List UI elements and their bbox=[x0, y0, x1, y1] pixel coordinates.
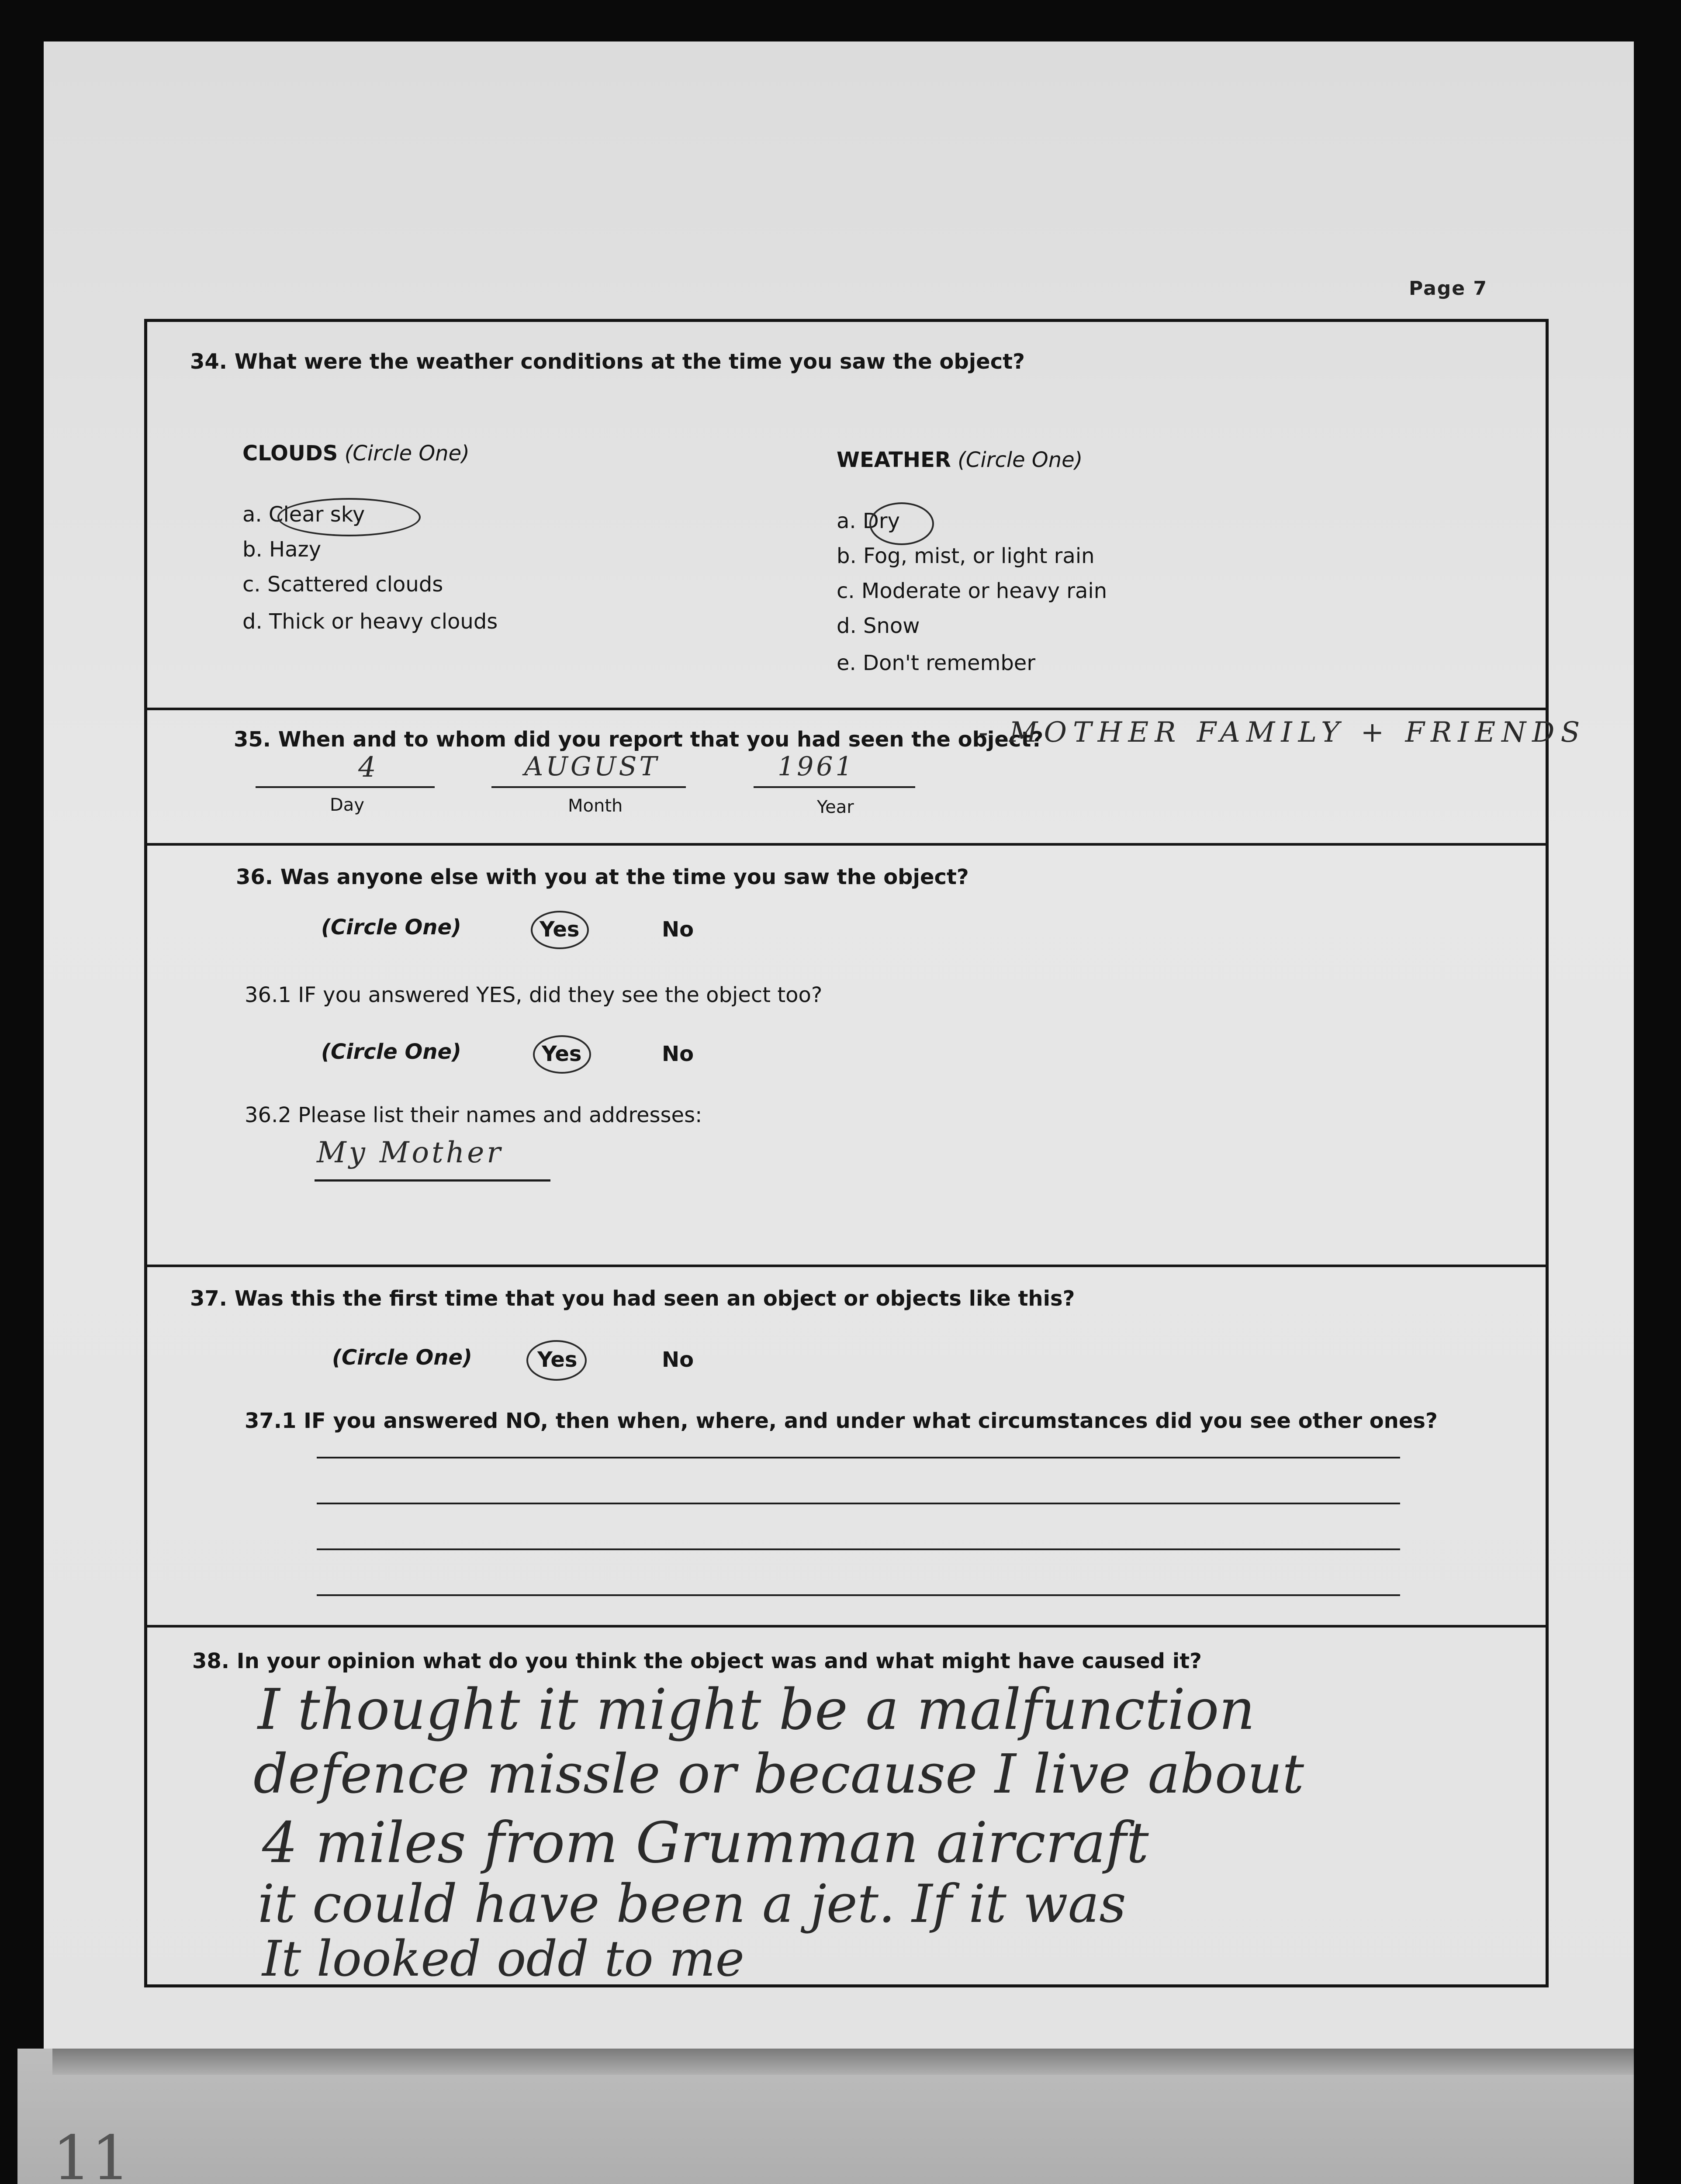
weather-option-d[interactable]: d. Snow bbox=[837, 614, 920, 638]
q34-question: 34. What were the weather conditions at the time you saw the object? bbox=[190, 349, 1025, 374]
clouds-option-a[interactable]: a. Clear sky bbox=[242, 502, 365, 527]
weather-heading bbox=[837, 448, 1083, 472]
q35-whom-answer: - MOTHER FAMILY + FRIENDS bbox=[979, 716, 1586, 749]
weather-option-c[interactable]: c. Moderate or heavy rain bbox=[837, 579, 1107, 603]
q37-1-answer-line-1[interactable] bbox=[317, 1457, 1400, 1458]
month-label: Month bbox=[568, 796, 623, 816]
q37-1-answer-line-4[interactable] bbox=[317, 1594, 1400, 1596]
clouds-hint: (Circle One) bbox=[344, 441, 470, 466]
q37-yes-circle-mark bbox=[526, 1340, 587, 1381]
names-answer-underline bbox=[315, 1179, 550, 1182]
month-value: AUGUST bbox=[524, 751, 660, 782]
divider-35 bbox=[144, 708, 1549, 710]
q38-answer-line-1: I thought it might be a malfunction bbox=[258, 1677, 1255, 1742]
clouds-option-b[interactable]: b. Hazy bbox=[242, 537, 322, 562]
q36-yes-circle-mark bbox=[531, 911, 589, 949]
clouds-option-d[interactable]: d. Thick or heavy clouds bbox=[242, 609, 498, 634]
q36-1-yes-circle-mark bbox=[533, 1035, 591, 1074]
q36-1-yes-option[interactable]: Yes bbox=[542, 1042, 582, 1066]
q36-circle-hint: (Circle One) bbox=[321, 915, 461, 940]
month-line bbox=[491, 786, 686, 788]
dry-circle-mark bbox=[869, 502, 934, 545]
day-value: 4 bbox=[358, 751, 376, 784]
q38-answer-line-4: it could have been a jet. If it was bbox=[258, 1874, 1126, 1935]
q38-answer-line-3: 4 miles from Grumman aircraft bbox=[262, 1811, 1149, 1876]
clouds-title: CLOUDS bbox=[242, 441, 338, 466]
q36-1-no-option[interactable]: No bbox=[662, 1042, 694, 1066]
divider-36 bbox=[144, 843, 1549, 846]
q37-1-answer-line-2[interactable] bbox=[317, 1503, 1400, 1504]
day-line bbox=[256, 786, 435, 788]
clear-sky-circle-mark bbox=[277, 498, 421, 536]
q37-yes-option[interactable]: Yes bbox=[537, 1348, 578, 1372]
year-line bbox=[754, 786, 915, 788]
q37-1-answer-line-3[interactable] bbox=[317, 1548, 1400, 1550]
q37-question: 37. Was this the first time that you had seen an object or objects like this? bbox=[190, 1286, 1075, 1311]
year-label: Year bbox=[817, 797, 854, 817]
day-label: Day bbox=[330, 795, 364, 815]
q38-answer-line-2: defence missle or because I live about bbox=[253, 1743, 1304, 1806]
clouds-option-c[interactable]: c. Scattered clouds bbox=[242, 572, 443, 597]
weather-option-a[interactable]: a. Dry bbox=[837, 509, 900, 533]
q36-2-question: 36.2 Please list their names and addresses: bbox=[245, 1103, 702, 1127]
q35-question: 35. When and to whom did you report that you had seen the object? bbox=[234, 727, 1044, 752]
q36-1-question: 36.1 IF you answered YES, did they see the object too? bbox=[245, 983, 823, 1007]
weather-title: WEATHER bbox=[837, 448, 951, 472]
q36-2-names-answer: My Mother bbox=[317, 1136, 503, 1169]
weather-option-b[interactable]: b. Fog, mist, or light rain bbox=[837, 544, 1095, 568]
divider-37 bbox=[144, 1265, 1549, 1267]
q37-no-option[interactable]: No bbox=[662, 1348, 694, 1372]
q37-circle-hint: (Circle One) bbox=[332, 1345, 472, 1370]
q38-question: 38. In your opinion what do you think the object was and what might have caused it? bbox=[192, 1649, 1202, 1673]
year-value: 1961 bbox=[778, 751, 855, 782]
page-number: Page 7 bbox=[1409, 277, 1488, 300]
page-shadow bbox=[52, 2049, 1634, 2075]
weather-option-e[interactable]: e. Don't remember bbox=[837, 651, 1036, 675]
q36-no-option[interactable]: No bbox=[662, 917, 694, 942]
margin-pencil-mark: 11 bbox=[52, 2123, 131, 2184]
clouds-heading bbox=[242, 441, 470, 466]
divider-38 bbox=[144, 1625, 1549, 1628]
q36-yes-option[interactable]: Yes bbox=[540, 917, 580, 942]
weather-hint: (Circle One) bbox=[958, 448, 1083, 472]
q36-1-circle-hint: (Circle One) bbox=[321, 1040, 461, 1064]
q37-1-question: 37.1 IF you answered NO, then when, where, and under what circumstances did you see other ones? bbox=[245, 1409, 1438, 1433]
q38-answer-line-5: It looked odd to me bbox=[262, 1931, 744, 1987]
q36-question: 36. Was anyone else with you at the time you saw the object? bbox=[236, 865, 969, 889]
